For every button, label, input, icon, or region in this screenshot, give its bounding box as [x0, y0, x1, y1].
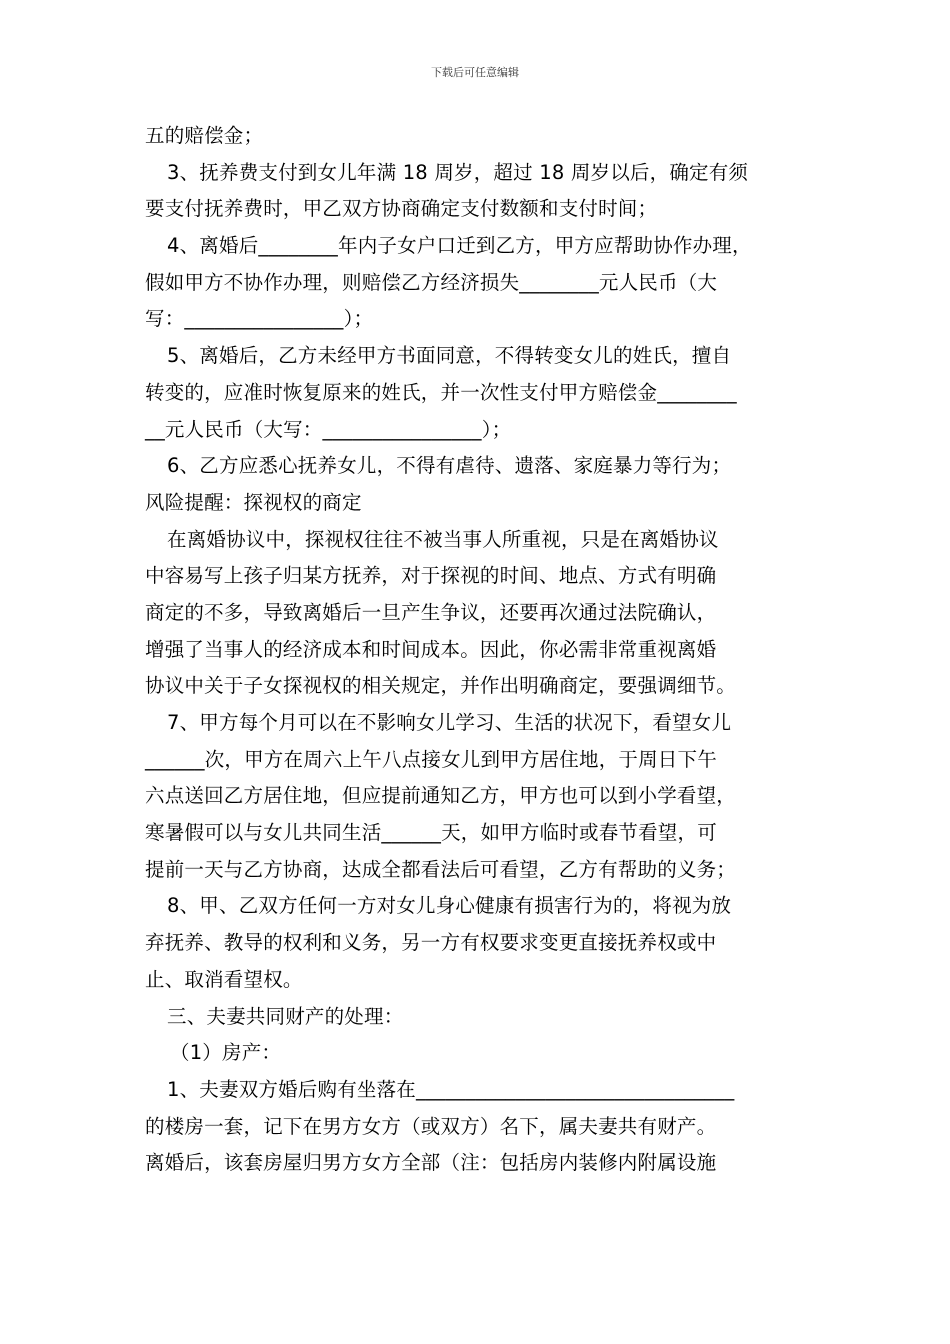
text-line: 8、甲、乙双方任何一方对女儿身心健康有损害行为的，将视为放	[167, 894, 732, 918]
text-line: 假如甲方不协作办理，则赔偿乙方经济损失________元人民币（大	[145, 270, 718, 294]
text-line: 6、乙方应悉心抚养女儿，不得有虐待、遗落、家庭暴力等行为；	[167, 454, 732, 478]
text-line: 寒暑假可以与女儿共同生活______天，如甲方临时或春节看望，可	[145, 821, 717, 845]
text-line: 六点送回乙方居住地，但应提前通知乙方，甲方也可以到小学看望，	[145, 784, 737, 808]
text-line: 5、离婚后，乙方未经甲方书面同意，不得转变女儿的姓氏，擅自	[167, 344, 732, 368]
document-body	[145, 118, 810, 1182]
text-line: 增强了当事人的经济成本和时间成本。因此，你必需非常重视离婚	[145, 637, 717, 661]
text-line: 要支付抚养费时，甲乙双方协商确定支付数额和支付时间；	[145, 197, 658, 221]
text-line: 7、甲方每个月可以在不影响女儿学习、生活的状况下，看望女儿	[167, 711, 732, 734]
text-line: 1、夫妻双方婚后购有坐落在________________________________	[167, 1077, 735, 1101]
text-line: 协议中关于子女探视权的相关规定，并作出明确商定，要强调细节。	[145, 674, 737, 698]
text-line: 在离婚协议中，探视权往往不被当事人所重视，只是在离婚协议	[167, 527, 719, 551]
text-line: 写：________________）；	[145, 307, 374, 331]
text-line: ______次，甲方在周六上午八点接女儿到甲方居住地，于周日下午	[145, 747, 717, 771]
text-line: 3、抚养费支付到女儿年满 18 周岁，超过 18 周岁以后，确定有须	[167, 160, 749, 184]
text-line: 中容易写上孩子归某方抚养，对于探视的时间、地点、方式有明确	[145, 564, 717, 588]
section-heading: 三、夫妻共同财产的处理：	[167, 1004, 404, 1028]
risk-heading: 风险提醒：探视权的商定	[145, 490, 362, 514]
text-line: 止、取消看望权。	[145, 967, 303, 991]
text-line: __元人民币（大写：________________）；	[145, 417, 512, 441]
text-line: 转变的，应准时恢复原来的姓氏，并一次性支付甲方赔偿金________	[145, 380, 737, 404]
text-line: 五的赔偿金；	[145, 124, 264, 147]
text-line: 提前一天与乙方协商，达成全都看法后可看望，乙方有帮助的义务；	[145, 857, 737, 881]
text-line: 4、离婚后________年内子女户口迁到乙方，甲方应帮助协作办理，	[167, 234, 752, 258]
text-line: 离婚后，该套房屋归男方女方全部（注：包括房内装修内附属设施	[145, 1151, 717, 1175]
text-line: 商定的不多，导致离婚后一旦产生争议，还要再次通过法院确认，	[145, 600, 717, 624]
subsection-heading: （1）房产：	[170, 1041, 282, 1065]
text-line: 弃抚养、教导的权利和义务，另一方有权要求变更直接抚养权或中	[145, 931, 717, 955]
page-header: 下载后可任意编辑	[431, 66, 519, 79]
text-line: 的楼房一套，记下在男方女方（或双方）名下，属夫妻共有财产。	[145, 1114, 717, 1138]
